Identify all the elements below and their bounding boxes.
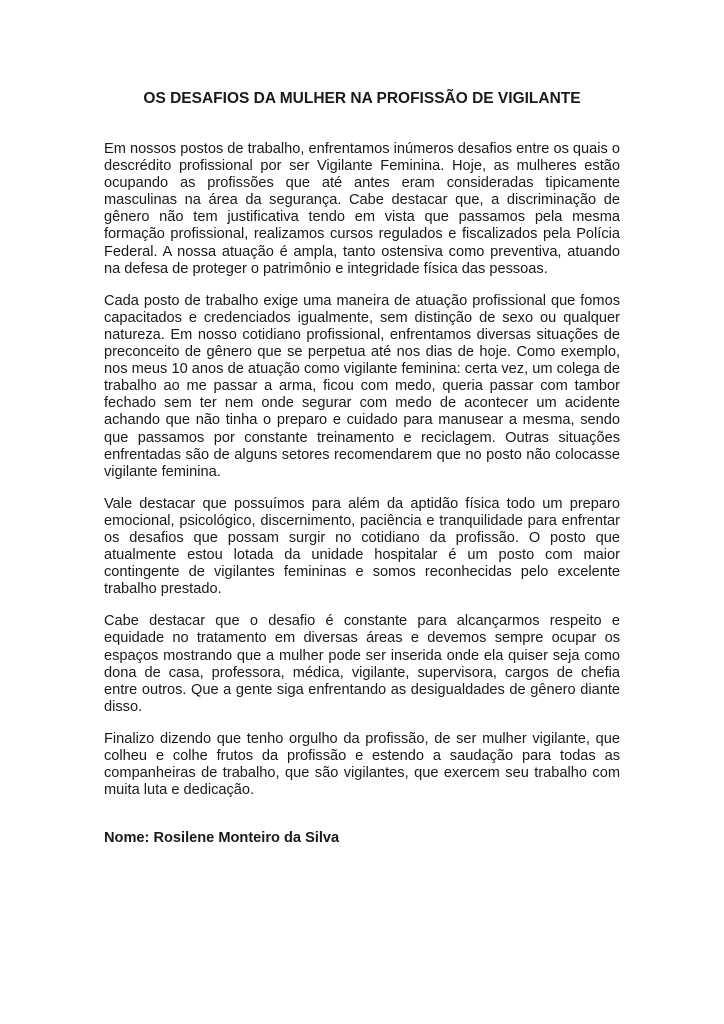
paragraph-5: Finalizo dizendo que tenho orgulho da profissão, de ser mulher vigilante, que colheu e colhe frutos da profissão e estendo a saudação para todas as companheiras de trabalho, que são vigilantes, que exercem seu trabalho com muita luta e dedicação.: [104, 730, 620, 799]
document-title: OS DESAFIOS DA MULHER NA PROFISSÃO DE VIGILANTE: [143, 90, 581, 107]
paragraph-2: Cada posto de trabalho exige uma maneira de atuação profissional que fomos capacitados e credenciados igualmente, sem distinção de sexo ou qualquer natureza. Em nosso cotidiano profissional, enfrentamos diversas situações de preconceito de gênero que se perpetua até nos dias de hoje. Como exemplo, nos meus 10 anos de atuação como vigilante feminina: certa vez, um colega de trabalho ao me passar a arma, ficou com medo, queria passar com tambor fechado sem ter nem onde segurar com medo de acontecer um acidente achando que não tinha o preparo e cuidado para manusear a mesma, sendo que passamos por constante treinamento e reciclagem. Outras situações enfrentadas são de alguns setores recomendarem que no posto não colocasse vigilante feminina.: [104, 292, 620, 480]
paragraph-4: Cabe destacar que o desafio é constante para alcançarmos respeito e equidade no tratamento em diversas áreas e devemos sempre ocupar os espaços mostrando que a mulher pode ser inserida onde ela quiser seja como dona de casa, professora, médica, vigilante, supervisora, cargos de chefia entre outros. Que a gente siga enfrentando as desigualdades de gênero diante disso.: [104, 613, 620, 715]
paragraph-1: Em nossos postos de trabalho, enfrentamos inúmeros desafios entre os quais o descrédito profissional por ser Vigilante Feminina. Hoje, as mulheres estão ocupando as profissões que até antes eram consideradas tipicamente masculinas na área da segurança. Cabe destacar que, a discriminação de gênero não tem justificativa tendo em vista que passamos pela mesma formação profissional, realizamos cursos regulados e fiscalizados pela Polícia Federal. A nossa atuação é ampla, tanto ostensiva como preventiva, atuando na defesa de proteger o patrimônio e integridade física das pessoas.: [104, 141, 620, 277]
document-body: [104, 141, 620, 814]
author-signature: Nome: Rosilene Monteiro da Silva: [104, 830, 340, 846]
paragraph-3: Vale destacar que possuímos para além da aptidão física todo um preparo emocional, psicológico, discernimento, paciência e tranquilidade para enfrentar os desafios que possam surgir no cotidiano da profissão. O posto que atualmente estou lotada da unidade hospitalar é um posto com maior contingente de vigilantes femininas e somos reconhecidas pelo excelente trabalho prestado.: [104, 495, 620, 598]
